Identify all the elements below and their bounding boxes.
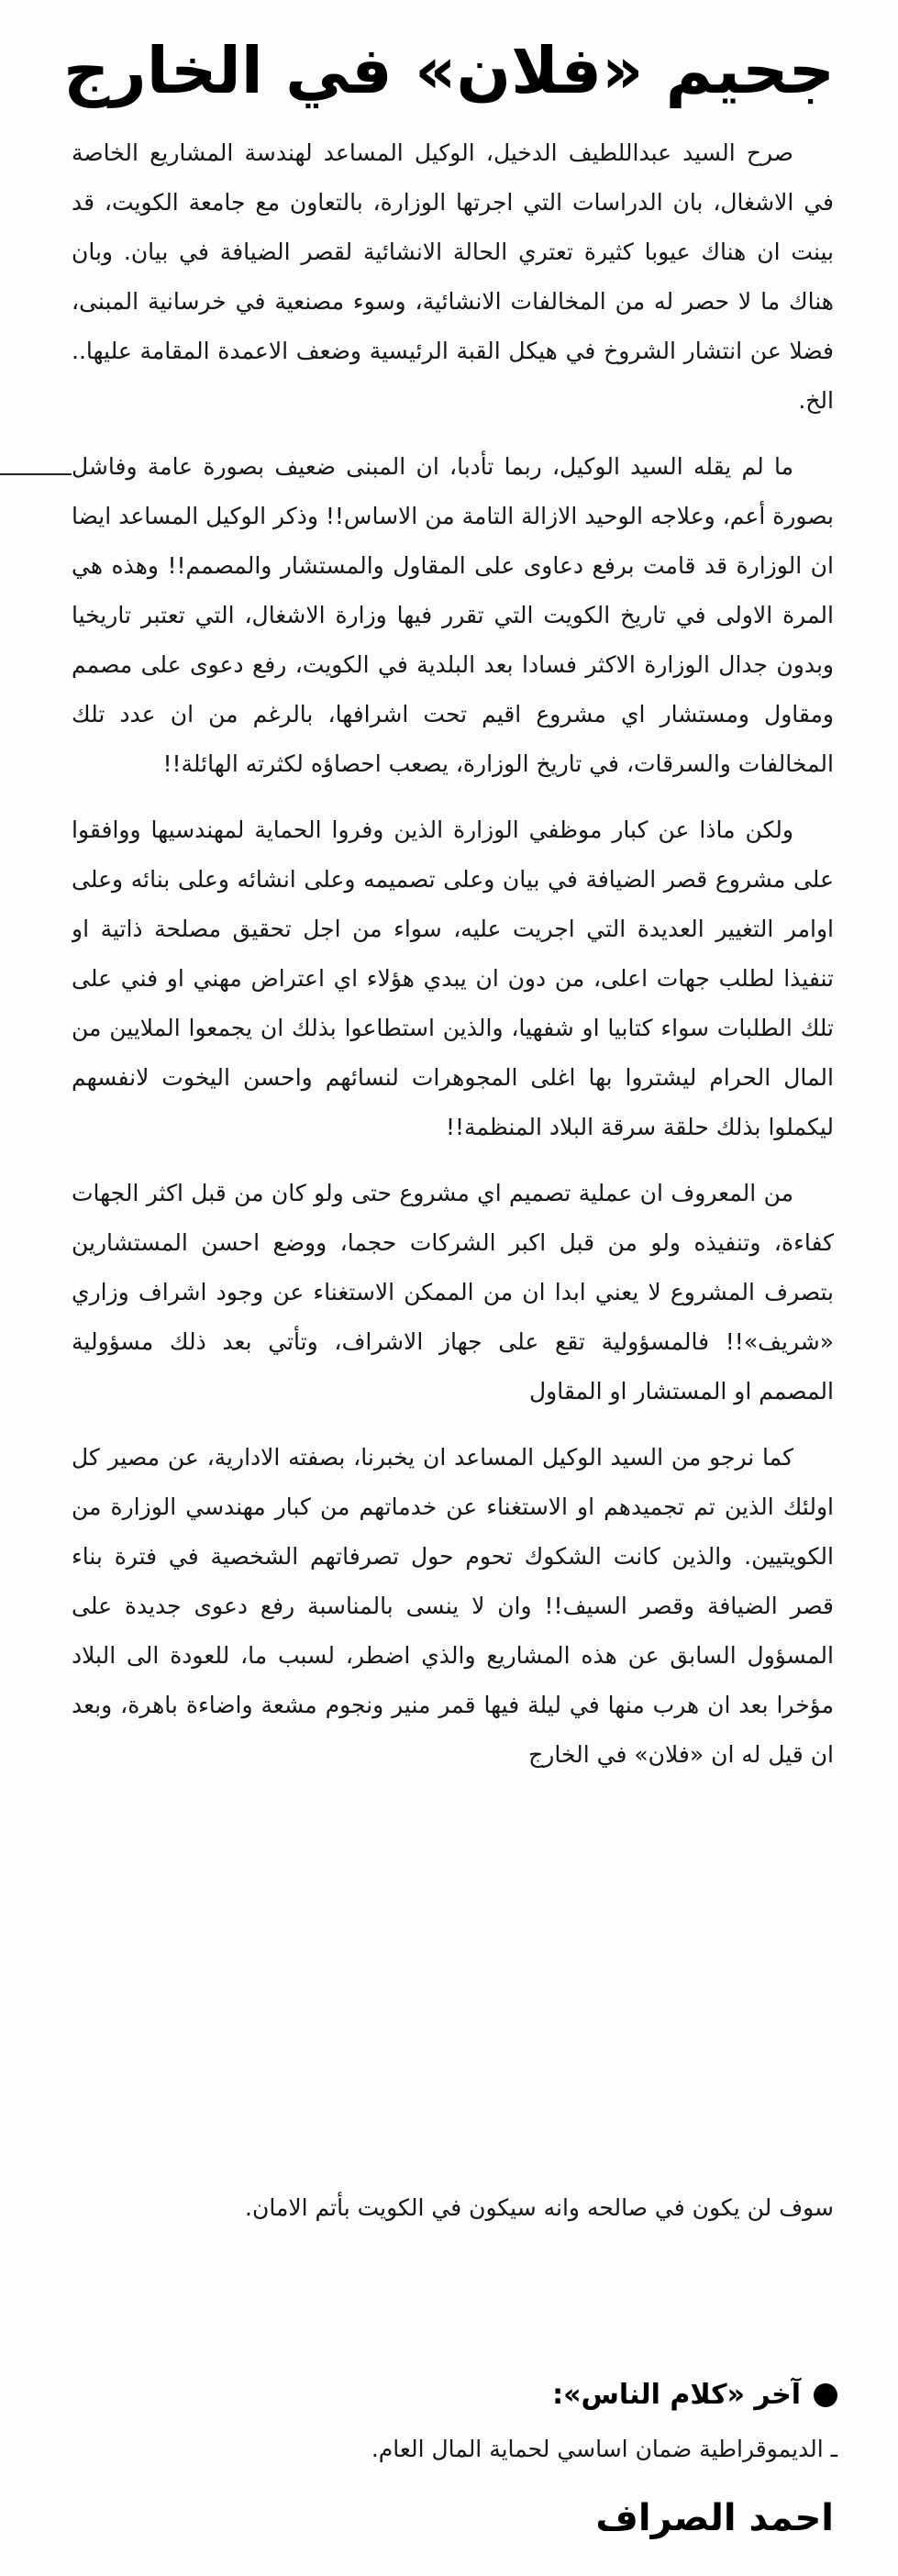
article-body: [72, 128, 834, 2055]
article-headline: جحيم «فلان» في الخارج: [62, 33, 836, 108]
bullet-icon: [814, 2383, 837, 2407]
article-paragraph-2: ما لم يقله السيد الوكيل، ربما تأدبا، ان المبنى ضعيف بصورة عامة وفاشل بصورة أعم، وعلاجه الوحيد الازالة التامة من الاساس!! وذكر الوكيل المساعد ايضا ان الوزارة قد قامت برفع دعاوى على المقاول والمستشار والمصمم!! وهذه هي المرة الاولى في تاريخ الكويت التي تقرر فيها وزارة الاشغال، التي تعتبر تاريخيا وبدون جدال الوزارة الاكثر فسادا بعد البلدية في الكويت، رفع دعوى على مصمم ومقاول ومستشار اي مشروع اقيم تحت اشرافها، بالرغم من ان عدد تلك المخالفات والسرقات، في تاريخ الوزارة، يصعب احصاؤه لكثرته الهائلة!!: [72, 453, 834, 777]
margin-rule: [0, 473, 72, 475]
author-byline: احمد الصراف: [595, 2497, 834, 2539]
article-paragraph-4: من المعروف ان عملية تصميم اي مشروع حتى ولو كان من قبل اكثر الجهات كفاءة، وتنفيذه ولو من قبل اكبر الشركات حجما، ووضع احسن المستشارين بتصرف المشروع لا يعني ابدا ان من الممكن الاستغناء عن وجود اشراف وزاري «شريف»!! فالمسؤولية تقع على جهاز الاشراف، وتأتي بعد ذلك مسؤولية المصمم او المستشار او المقاول: [72, 1180, 834, 1405]
last-word-item: ـ الديموقراطية ضمان اساسي لحماية المال العام.: [371, 2436, 837, 2462]
last-word-title: آخر «كلام الناس»:: [552, 2379, 801, 2411]
article-paragraph-5: كما نرجو من السيد الوكيل المساعد ان يخبرنا، بصفته الادارية، عن مصير كل اولئك الذين تم تجميدهم او الاستغناء عن خدماتهم من كبار مهندسي الوزارة من الكويتيين. والذين كانت الشكوك تحوم حول تصرفاتهم الشخصية في فترة بناء قصر الضيافة وقصر السيف!! وان لا ينسى بالمناسبة رفع دعوى جديدة على المسؤول السابق عن هذه المشاريع والذي اضطر، لسبب ما، للعودة الى البلاد مؤخرا بعد ان هرب منها في ليلة فيها قمر منير ونجوم مشعة واضاءة باهرة، وبعد ان قيل له ان «فلان» في الخارج: [72, 1444, 834, 1768]
article-closing-line: سوف لن يكون في صالحه وانه سيكون في الكويت بأتم الامان.: [245, 2194, 834, 2221]
last-word-header: [552, 2371, 837, 2419]
article-paragraph-3: ولكن ماذا عن كبار موظفي الوزارة الذين وفروا الحماية لمهندسيها ووافقوا على مشروع قصر الضيافة في بيان وعلى تصميمه وعلى انشائه وعلى بنائه وعلى اوامر التغيير العديدة التي اجريت عليه، سواء من اجل تحقيق مصلحة ذاتية او تنفيذا لطلب جهات اعلى، من دون ان يبدي هؤلاء اي اعتراض مهني او فني على تلك الطلبات سواء كتابيا او شفهيا، والذين استطاعوا بذلك ان يجمعوا الملايين من المال الحرام ليشتروا بها اغلى المجوهرات لنسائهم واحسن اليخوت لانفسهم ليكملوا بذلك حلقة سرقة البلاد المنظمة!!: [72, 816, 834, 1140]
article-paragraph-1: صرح السيد عبداللطيف الدخيل، الوكيل المساعد لهندسة المشاريع الخاصة في الاشغال، بان الدراسات التي اجرتها الوزارة، بالتعاون مع جامعة الكويت، قد بينت ان هناك عيوبا كثيرة تعتري الحالة الانشائية لقصر الضيافة في بيان. وبان هناك ما لا حصر له من المخالفات الانشائية، وسوء مصنعية في خرسانية المبنى، فضلا عن انتشار الشروخ في هيكل القبة الرئيسية وضعف الاعمدة المقامة عليها.. الخ.: [72, 139, 834, 414]
